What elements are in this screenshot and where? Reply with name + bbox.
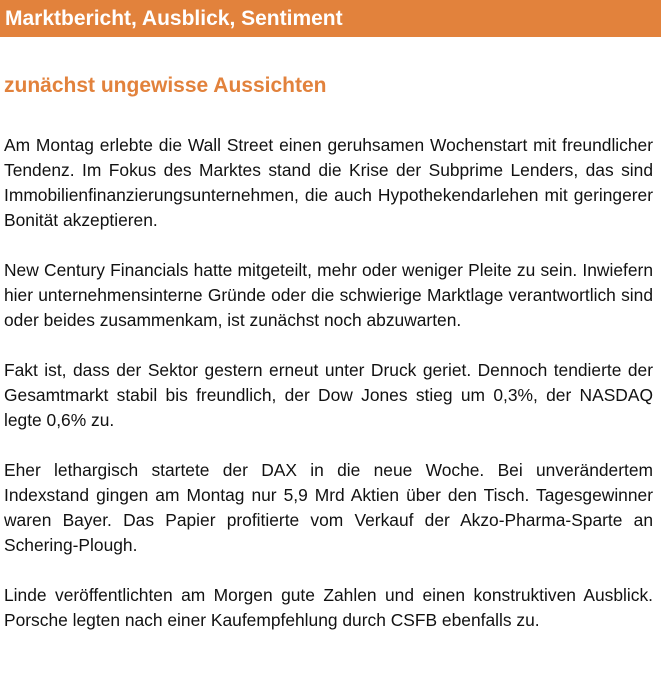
article-body xyxy=(4,133,653,658)
section-title: Marktbericht, Ausblick, Sentiment xyxy=(5,7,343,30)
article-subheading: zunächst ungewisse Aussichten xyxy=(4,74,327,97)
article-paragraph-3: Fakt ist, dass der Sektor gestern erneut unter Druck geriet. Dennoch tendierte der Gesamtmarkt stabil bis freundlich, der Dow Jones stieg um 0,3%, der NASDAQ legte 0,6% zu. xyxy=(4,360,653,430)
section-header-bar xyxy=(0,0,661,37)
article-paragraph-5: Linde veröffentlichten am Morgen gute Zahlen und einen konstruktiven Ausblick. Porsche legten nach einer Kaufempfehlung durch CSFB ebenfalls zu. xyxy=(4,585,653,630)
article-paragraph-4: Eher lethargisch startete der DAX in die neue Woche. Bei unverändertem Indexstand gingen am Montag nur 5,9 Mrd Aktien über den Tisch. Tagesgewinner waren Bayer. Das Papier profitierte vom Verkauf der Akzo-Pharma-Sparte an Schering-Plough. xyxy=(4,460,653,555)
article-paragraph-1: Am Montag erlebte die Wall Street einen geruhsamen Wochenstart mit freundlicher Tendenz. Im Fokus des Marktes stand die Krise der Subprime Lenders, das sind Immobilienfinanzierungsunternehmen, die auch Hypothekendarlehen mit geringerer Bonität akzeptieren. xyxy=(4,135,653,230)
article-paragraph-2: New Century Financials hatte mitgeteilt, mehr oder weniger Pleite zu sein. Inwiefern hier unternehmensinterne Gründe oder die schwierige Marktlage verantwortlich sind oder beides zusammenkam, ist zunächst noch abzuwarten. xyxy=(4,260,653,330)
